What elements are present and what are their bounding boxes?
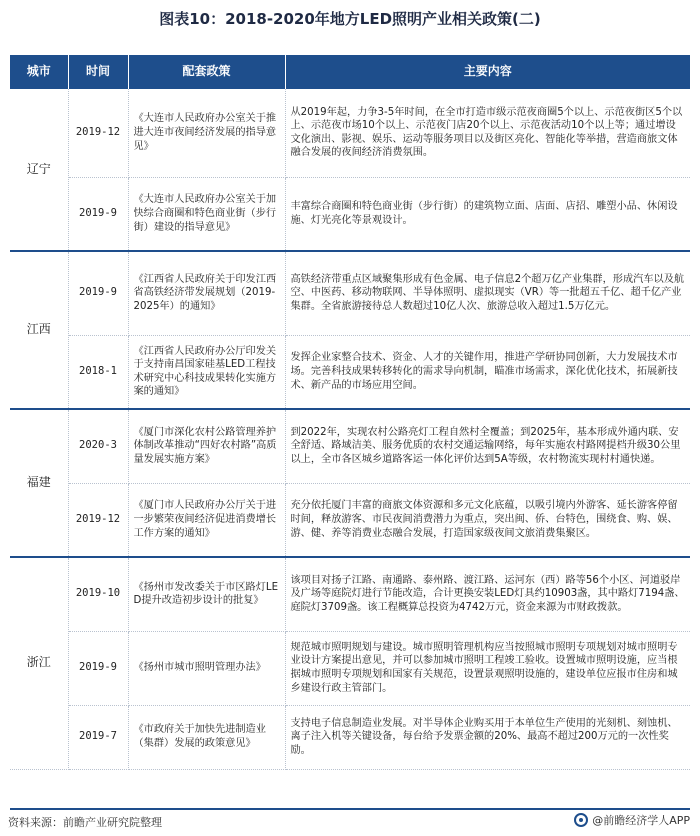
source-note: 资料来源：前瞻产业研究院整理 (8, 816, 162, 829)
policy-cell: 《扬州市发改委关于市区路灯LED提升改造初步设计的批复》 (128, 557, 285, 631)
footer-divider (10, 808, 690, 810)
content-cell: 高铁经济带重点区域聚集形成有色金属、电子信息2个超万亿产业集群，形成汽车以及航空、中医药、移动物联网、半导体照明、虚拟现实（VR）等一批超五千亿、超千亿产业集群。全省旅游接待总人数超过10亿人次、旅游总收入超过1.5万亿元。 (285, 251, 690, 335)
content-cell: 从2019年起，力争3-5年时间，在全市打造市级示范夜商圈5个以上、示范夜街区5个以上、示范夜市场10个以上、示范夜门店20个以上、示范夜活动10个以上等；通过增设文化演出、影视、娱乐、运动等服务项目以及街区亮化、智能化等举措，营造商旅文体融合发展的夜间经济消费氛围。 (285, 89, 690, 177)
policy-cell: 《大连市人民政府办公室关于加快综合商圈和特色商业街（步行街）建设的指导意见》 (128, 177, 285, 251)
table-row (10, 705, 690, 769)
header-content: 主要内容 (285, 55, 690, 89)
brand-label: @前瞻经济学人APP (592, 814, 690, 827)
city-cell: 福建 (10, 409, 68, 557)
time-cell: 2019-9 (68, 251, 128, 335)
content-cell: 支持电子信息制造业发展。对半导体企业购买用于本单位生产使用的光刻机、刻蚀机、离子注入机等关键设备，每台给予发票金额的20%、最高不超过200万元的一次性奖励。 (285, 705, 690, 769)
content-cell: 发挥企业家整合技术、资金、人才的关键作用，推进产学研协同创新，大力发展技术市场。完善科技成果转移转化的需求导向机制，瞄准市场需求，深化优化技术，拓展新技术、新产品的市场应用空间。 (285, 335, 690, 409)
policy-table (10, 55, 690, 770)
content-cell: 充分依托厦门丰富的商旅文体资源和多元文化底蕴，以吸引境内外游客、延长游客停留时间，释放游客、市民夜间消费潜力为重点，突出闽、侨、台特色，围绕食、购、娱、游、健、养等消费业态融合发展，打造国家级夜间文旅消费集聚区。 (285, 483, 690, 557)
table-row (10, 557, 690, 631)
time-cell: 2019-9 (68, 631, 128, 705)
time-cell: 2019-12 (68, 89, 128, 177)
policy-cell: 《厦门市深化农村公路管理养护体制改革推动“四好农村路”高质量发展实施方案》 (128, 409, 285, 483)
time-cell: 2019-9 (68, 177, 128, 251)
chart-title: 图表10：2018-2020年地方LED照明产业相关政策(二) (159, 10, 541, 28)
time-cell: 2019-12 (68, 483, 128, 557)
brand-credit (574, 812, 690, 828)
brand-logo-icon (574, 813, 588, 827)
header-time: 时间 (68, 55, 128, 89)
table-row (10, 409, 690, 483)
table-row (10, 335, 690, 409)
table-row (10, 483, 690, 557)
content-cell: 丰富综合商圈和特色商业街（步行街）的建筑物立面、店面、店招、雕塑小品、休闲设施、灯光亮化等景观设计。 (285, 177, 690, 251)
content-cell: 该项目对扬子江路、南通路、泰州路、渡江路、运河东（西）路等56个小区、河道驳岸及广场等庭院灯进行节能改造，合计更换安装LED灯具约10903盏，其中路灯7194盏、庭院灯3709盏。该工程概算总投资为4742万元，资金来源为市财政拨款。 (285, 557, 690, 631)
city-cell: 辽宁 (10, 89, 68, 251)
table-row (10, 631, 690, 705)
policy-cell: 《厦门市人民政府办公厅关于进一步繁荣夜间经济促进消费增长工作方案的通知》 (128, 483, 285, 557)
table-row (10, 89, 690, 177)
policy-cell: 《江西省人民政府关于印发江西省高铁经济带发展规划（2019-2025年）的通知》 (128, 251, 285, 335)
time-cell: 2018-1 (68, 335, 128, 409)
city-cell: 江西 (10, 251, 68, 409)
policy-cell: 《市政府关于加快先进制造业（集群）发展的政策意见》 (128, 705, 285, 769)
policy-cell: 《大连市人民政府办公室关于推进大连市夜间经济发展的指导意见》 (128, 89, 285, 177)
table-row (10, 177, 690, 251)
time-cell: 2019-10 (68, 557, 128, 631)
content-cell: 到2022年，实现农村公路亮灯工程自然村全覆盖；到2025年，基本形成外通内联、安全舒适、路域洁美、服务优质的农村交通运输网络，每年实施农村路网提档升级30公里以上，全市各区城乡道路客运一体化评价达到5A等级，农村物流实现村村通快递。 (285, 409, 690, 483)
time-cell: 2019-7 (68, 705, 128, 769)
header-city: 城市 (10, 55, 68, 89)
time-cell: 2020-3 (68, 409, 128, 483)
table-row (10, 251, 690, 335)
header-policy: 配套政策 (128, 55, 285, 89)
table-header-row (10, 55, 690, 89)
city-cell: 浙江 (10, 557, 68, 769)
policy-cell: 《江西省人民政府办公厅印发关于支持南昌国家硅基LED工程技术研究中心科技成果转化实施方案的通知》 (128, 335, 285, 409)
content-cell: 规范城市照明规划与建设。城市照明管理机构应当按照城市照明专项规划对城市照明专业设计方案提出意见，并可以参加城市照明工程竣工验收。设置城市照明设施，应当根据城市照明专项规划和国家有关规范，设置景观照明设施的，建设单位应报市住房和城乡建设行政主管部门。 (285, 631, 690, 705)
policy-cell: 《扬州市城市照明管理办法》 (128, 631, 285, 705)
